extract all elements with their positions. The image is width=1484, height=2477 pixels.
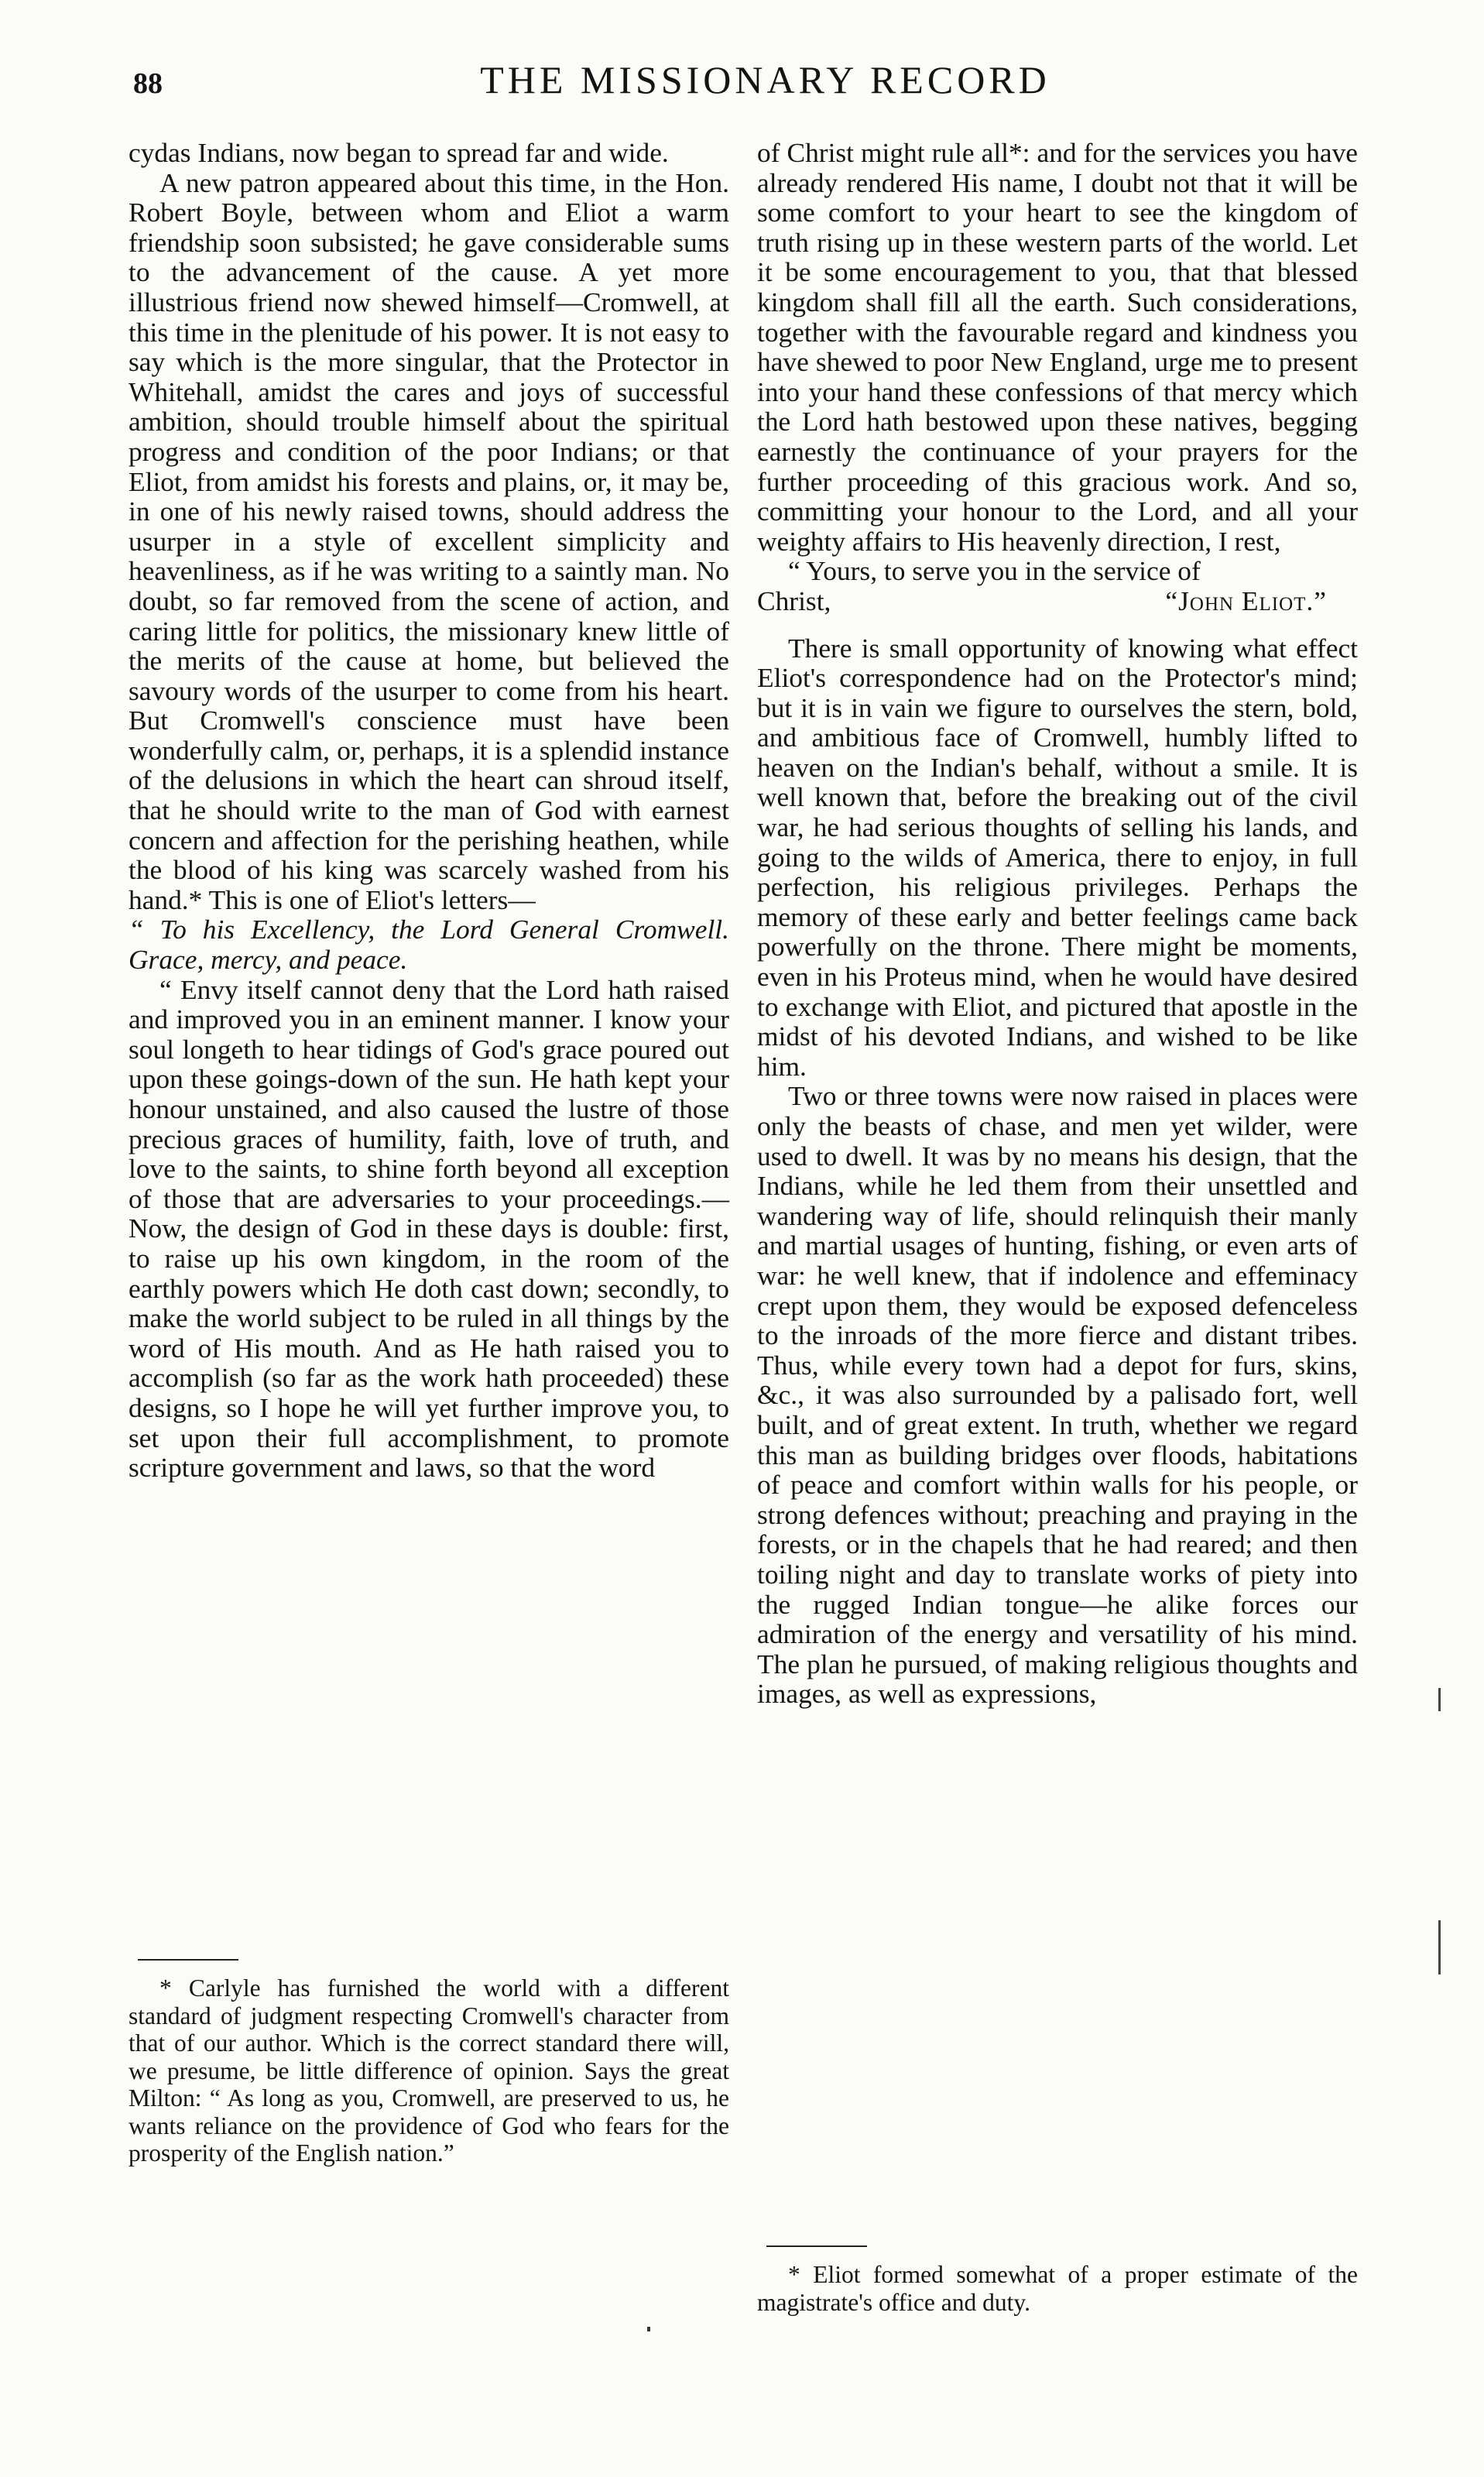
footnote-rule (766, 2245, 867, 2247)
paragraph: There is small opportunity of knowing what effect Eliot's correspondence had on the Protector's mind; but it is in vain we figure to ourselves the stern, bold, and ambitious face of Cromwell, humbly lifted to heaven on the Indian's behalf, without a smile. It is well known that, before the breaking out of the civil war, he had serious thoughts of selling his lands, and going to the wilds of America, there to enjoy, in full perfection, his religious privileges. Perhaps the memory of these early and better feelings came back powerfully on the throne. There might be moments, even in his Proteus mind, when he would have desired to exchange with Eliot, and pictured that apostle in the midst of his devoted Indians, and wished to be like him. (757, 632, 1358, 1082)
signature: “John Eliot.” (1165, 585, 1327, 616)
right-column (757, 138, 1358, 1709)
margin-mark (1438, 1688, 1441, 1711)
footnote-text: * Eliot formed somewhat of a proper estimate of the magistrate's office and duty. (757, 2261, 1358, 2316)
running-title: THE MISSIONARY RECORD (480, 58, 1050, 101)
letter-paragraph: of Christ might rule all*: and for the services you have already rendered His name, I doubt not that it will be some comfort to your heart to see the kingdom of truth rising up in these western parts of the world. Let it be some encouragement to you, that that blessed kingdom shall fill all the earth. Such considerations, together with the favourable regard and kindness you have shewed to poor New England, urge me to present into your hand these confessions of that mercy which the Lord hath bestowed upon these natives, begging earnestly the continuance of your prayers for the further proceeding of this gracious work. And so, committing your honour to the Lord, and all your weighty affairs to His heavenly direction, I rest, (757, 137, 1358, 557)
left-column (129, 138, 729, 1483)
paragraph: A new patron appeared about this time, in the Hon. Robert Boyle, between whom and Eliot a warm friendship soon subsisted; he gave considerable sums to the advancement of the cause. A yet more illustrious friend now shewed himself—Cromwell, at this time in the plenitude of his power. It is not easy to say which is the more singular, that the Protector in Whitehall, amidst the cares and joys of successful ambition, should trouble himself about the spiritual progress and condition of the poor Indians; or that Eliot, from amidst his forests and plains, or, it may be, in one of his newly raised towns, should address the usurper in a style of excellent simplicity and heavenliness, as if he was writing to a saintly man. No doubt, so far removed from the scene of action, and caring little for politics, the missionary knew little of the merits of the cause at home, but believed the savoury words of the usurper to come from his heart. But Cromwell's conscience must have been wonderfully calm, or, perhaps, it is a splendid instance of the delusions in which the heart can shroud itself, that he should write to the man of God with earnest concern and affection for the perishing heathen, while the blood of his king was scarcely washed from his hand.* This is one of Eliot's letters— (129, 166, 729, 915)
footnote-left (129, 1959, 729, 2167)
print-speck (647, 2327, 650, 2331)
letter-salutation: “ To his Excellency, the Lord General Cromwell. Grace, mercy, and peace. (129, 914, 729, 976)
margin-mark (1438, 1920, 1441, 1974)
footnote-rule (138, 1959, 238, 1961)
footnote-text: * Carlyle has furnished the world with a different standard of judgment respecting Cromwell's character from that of our author. Which is the correct standard there will, we presume, be little difference of opinion. Says the great Milton: “ As long as you, Cromwell, are preserved to us, he wants reliance on the providence of God who fears for the prosperity of the English nation.” (129, 1974, 729, 2167)
footnote-right (757, 2245, 1358, 2316)
paragraph: Two or three towns were now raised in places were only the beasts of chase, and men yet wilder, were used to dwell. It was by no means his design, that the Indians, while he led them from their unsettled and wandering way of life, should relinquish their manly and martial usages of hunting, fishing, or even arts of war: he well knew, that if indolence and effeminacy crept upon them, they would be exposed defenceless to the inroads of the more fierce and distant tribes. Thus, while every town had a depot for furs, skins, &c., it was also surrounded by a palisado fort, well built, and of great extent. In truth, whether we regard this man as building bridges over floods, habitations of peace and comfort within walls for his people, or strong defences without; preaching and praying in the forests, or in the chapels that he had reared; and then toiling night and day to translate works of piety into the rugged Indian tongue—he alike forces our admiration of the energy and versatility of his mind. The plan he pursued, of making religious thoughts and images, as well as expressions, (757, 1080, 1358, 1710)
letter-closing: “ Yours, to serve you in the service of (788, 555, 1201, 587)
page-number: 88 (133, 67, 163, 100)
closing-end: Christ, (757, 585, 831, 616)
paragraph: cydas Indians, now began to spread far and wide. (129, 137, 669, 168)
signature-line (757, 586, 1358, 616)
letter-paragraph: “ Envy itself cannot deny that the Lord hath raised and improved you in an eminent manner. I know your soul longeth to hear tidings of God's grace poured out upon these goings-down of the sun. He hath kept your honour unstained, and also caused the lustre of those precious graces of humility, faith, love of truth, and love to the saints, to shine forth beyond all exception of those that are adversaries to your proceedings.—Now, the design of God in these days is double: first, to raise up his own kingdom, in the room of the earthly powers which He doth cast down; secondly, to make the world subject to be ruled in all things by the word of His mouth. And as He hath raised you to accomplish (so far as the work hath proceeded) these designs, so I hope he will yet further improve you, to set upon their full accomplishment, to promote scripture government and laws, so that the word (129, 973, 729, 1484)
